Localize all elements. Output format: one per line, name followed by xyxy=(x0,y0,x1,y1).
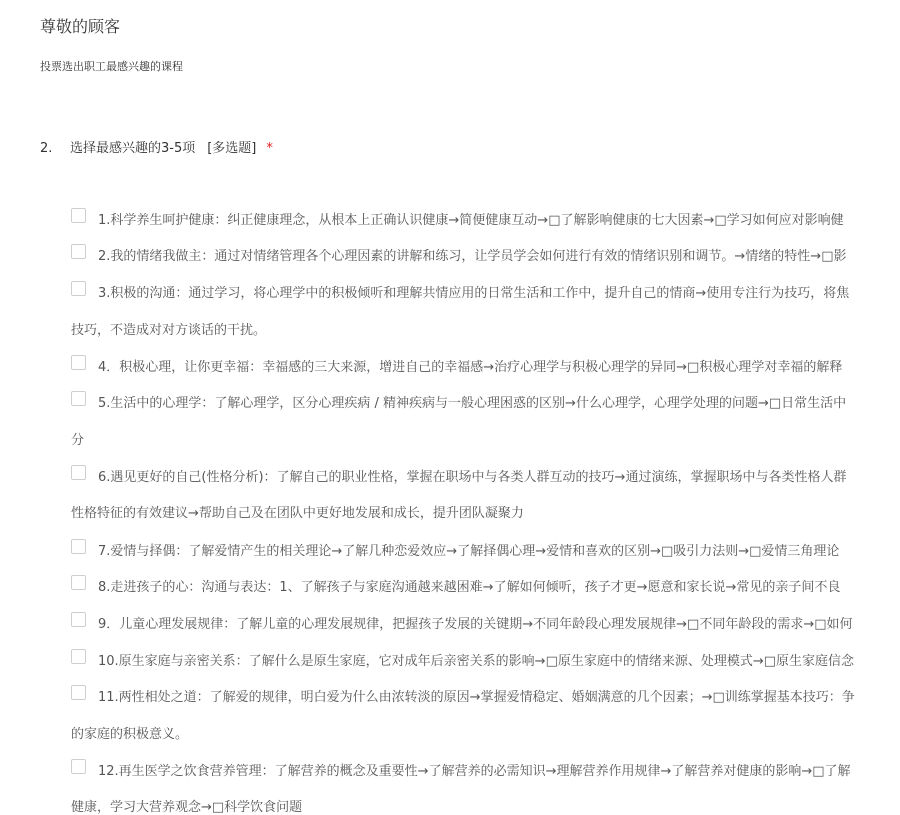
question-title: 选择最感兴趣的3-5项 xyxy=(70,141,196,156)
option-item xyxy=(0,281,900,339)
option-label[interactable]: 4．积极心理，让你更幸福：幸福感的三大来源，增进自己的幸福感→治疗心理学与积极心理学的异同→□积极心理学对幸福的解释 xyxy=(98,360,843,375)
option-label-continued: 性格特征的有效建议→帮助自己及在团队中更好地发展和成长，提升团队凝聚力 xyxy=(71,506,524,521)
option-label[interactable]: 7.爱情与择偶：了解爱情产生的相关理论→了解几种恋爱效应→了解择偶心理→爱情和喜欢的区别→□吸引力法则→□爱情三角理论 xyxy=(98,544,840,559)
option-label[interactable]: 3.积极的沟通：通过学习，将心理学中的积极倾听和理解共情应用的日常生活和工作中，提升自己的情商→使用专注行为技巧，将焦 xyxy=(98,286,850,301)
option-item xyxy=(0,649,900,671)
option-label[interactable]: 12.再生医学之饮食营养管理：了解营养的概念及重要性→了解营养的必需知识→理解营养作用规律→了解营养对健康的影响→□了解 xyxy=(98,764,851,779)
option-item xyxy=(0,355,900,377)
greeting-title: 尊敬的顾客 xyxy=(40,17,121,36)
option-item xyxy=(0,391,900,449)
checkbox[interactable] xyxy=(71,685,86,700)
option-item xyxy=(0,575,900,597)
checkbox[interactable] xyxy=(71,244,86,259)
option-item xyxy=(0,465,900,523)
option-label[interactable]: 6.遇见更好的自己(性格分析)：了解自己的职业性格，掌握在职场中与各类人群互动的技巧→通过演练，掌握职场中与各类性格人群 xyxy=(98,470,847,485)
option-label[interactable]: 8.走进孩子的心：沟通与表达：1、了解孩子与家庭沟通越来越困难→了解如何倾听，孩子才更→愿意和家长说→常见的亲子间不良 xyxy=(98,580,841,595)
option-label[interactable]: 11.两性相处之道：了解爱的规律，明白爱为什么由浓转淡的原因→掌握爱情稳定、婚姻满意的几个因素；→□训练掌握基本技巧：争 xyxy=(98,690,855,705)
checkbox[interactable] xyxy=(71,539,86,554)
checkbox[interactable] xyxy=(71,759,86,774)
option-item xyxy=(0,759,900,815)
checkbox[interactable] xyxy=(71,575,86,590)
checkbox[interactable] xyxy=(71,649,86,664)
option-item xyxy=(0,244,900,266)
option-item xyxy=(0,208,900,230)
option-item xyxy=(0,539,900,561)
option-label-continued: 健康，学习大营养观念→□科学饮食问题 xyxy=(71,800,303,815)
checkbox[interactable] xyxy=(71,355,86,370)
survey-description: 投票选出职工最感兴趣的课程 xyxy=(40,60,183,73)
checkbox[interactable] xyxy=(71,612,86,627)
option-item xyxy=(0,685,900,743)
option-label[interactable]: 5.生活中的心理学：了解心理学，区分心理疾病 / 精神疾病与一般心理困惑的区别→什么心理学，心理学处理的问题→□日常生活中 xyxy=(98,396,847,411)
checkbox[interactable] xyxy=(71,465,86,480)
checkbox[interactable] xyxy=(71,391,86,406)
question-type-badge: [多选题] xyxy=(207,141,257,156)
checkbox[interactable] xyxy=(71,281,86,296)
option-label[interactable]: 10.原生家庭与亲密关系：了解什么是原生家庭，它对成年后亲密关系的影响→□原生家庭中的情绪来源、处理模式→□原生家庭信念 xyxy=(98,654,855,669)
option-label-continued: 分 xyxy=(71,433,85,448)
option-label[interactable]: 9．儿童心理发展规律：了解儿童的心理发展规律，把握孩子发展的关键期→不同年龄段心理发展规律→□不同年龄段的需求→□如何 xyxy=(98,617,853,632)
required-mark: * xyxy=(266,141,273,156)
option-label-continued: 技巧，不造成对对方谈话的干扰。 xyxy=(71,323,267,338)
checkbox[interactable] xyxy=(71,208,86,223)
option-label-continued: 的家庭的积极意义。 xyxy=(71,727,189,742)
option-label[interactable]: 2.我的情绪我做主：通过对情绪管理各个心理因素的讲解和练习，让学员学会如何进行有效的情绪识别和调节。→情绪的特性→□影 xyxy=(98,249,847,264)
option-item xyxy=(0,612,900,634)
question-number: 2. xyxy=(40,141,53,156)
option-label[interactable]: 1.科学养生呵护健康：纠正健康理念，从根本上正确认识健康→简便健康互动→□了解影响健康的七大因素→□学习如何应对影响健 xyxy=(98,213,844,228)
